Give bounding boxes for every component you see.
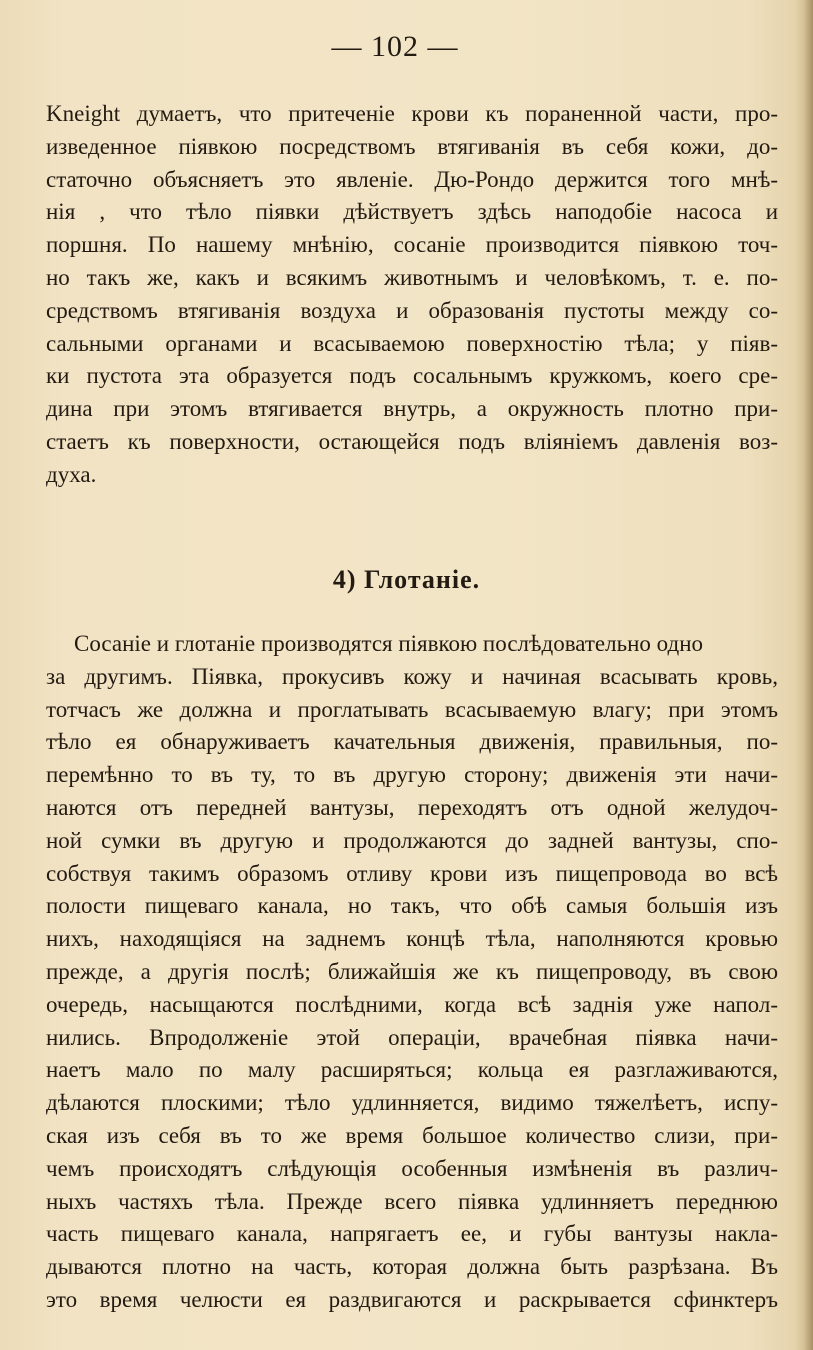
text-line: нились. Впродолженіе этой операціи, врачебная піявка начи-	[46, 1024, 778, 1050]
text-line: очередь, насыщаются послѣдними, когда всѣ заднія уже напол-	[46, 991, 778, 1017]
text-line: тотчасъ же должна и проглатывать всасываемую влагу; при этомъ	[46, 696, 778, 722]
text-line: за другимъ. Піявка, прокусивъ кожу и начиная всасывать кровь,	[46, 663, 778, 689]
text-line: полости пищеваго канала, но такъ, что обѣ самыя большія изъ	[46, 893, 778, 919]
text-line: дина при этомъ втягивается внутрь, а окружность плотно при-	[46, 396, 778, 422]
text-line: нія , что тѣло піявки дѣйствуетъ здѣсь наподобіе насоса и	[46, 199, 778, 225]
text-line: наетъ мало по малу расширяться; кольца ея разглаживаются,	[46, 1057, 778, 1083]
text-line: это время челюсти ея раздвигаются и раскрывается сфинктеръ	[46, 1286, 778, 1312]
text-line: чемъ происходятъ слѣдующія особенныя измѣненія въ различ-	[46, 1155, 778, 1181]
text-line: тѣло ея обнаруживаетъ качательныя движенія, правильныя, по-	[46, 729, 778, 755]
text-line: дываются плотно на часть, которая должна быть разрѣзана. Въ	[46, 1254, 778, 1280]
text-line: изведенное піявкою посредствомъ втягиванія въ себя кожи, до-	[46, 133, 778, 159]
text-line: духа.	[46, 461, 97, 487]
text-line: сальными органами и всасываемою поверхностію тѣла; у піяв-	[46, 330, 778, 356]
text-line: ной сумки въ другую и продолжаются до задней вантузы, спо-	[46, 827, 778, 853]
text-line: нихъ, находящіяся на заднемъ концѣ тѣла, наполняются кровью	[46, 926, 778, 952]
text-line: часть пищеваго канала, напрягаетъ ее, и губы вантузы накла-	[46, 1221, 778, 1247]
section-heading: 4) Глотаніе.	[332, 565, 481, 594]
text-line: стаетъ къ поверхности, остающейся подъ вліяніемъ давленія воз-	[46, 428, 778, 454]
text-line: ская изъ себя въ то же время большое количество слизи, при-	[46, 1122, 778, 1148]
text-line: но такъ же, какъ и всякимъ животнымъ и человѣкомъ, т. е. по-	[46, 264, 778, 290]
text-line: статочно объясняетъ это явленіе. Дю-Рондо держится того мнѣ-	[46, 166, 778, 192]
text-line: собствуя такимъ образомъ отливу крови изъ пищепровода во всѣ	[46, 860, 778, 886]
text-line: средствомъ втягиванія воздуха и образованія пустоты между со-	[46, 297, 778, 323]
text-line: дѣлаются плоскими; тѣло удлинняется, видимо тяжелѣетъ, испу-	[46, 1090, 778, 1116]
text-line: Сосаніе и глотаніе производятся піявкою послѣдовательно одно	[74, 631, 703, 656]
paragraph-1	[46, 98, 778, 492]
text-line: ки пустота эта образуется подъ сосальнымъ кружкомъ, коего сре-	[46, 363, 778, 389]
text-line: ныхъ частяхъ тѣла. Прежде всего піявка удлинняетъ переднюю	[46, 1188, 778, 1214]
text-line: поршня. По нашему мнѣнію, сосаніе производится піявкою точ-	[46, 232, 778, 258]
text-line: прежде, а другія послѣ; ближайшія же къ пищепроводу, въ свою	[46, 958, 778, 984]
paragraph-2	[46, 628, 778, 1317]
text-line: перемѣнно то въ ту, то въ другую сторону; движенія эти начи-	[46, 762, 778, 788]
text-line: наются отъ передней вантузы, переходятъ отъ одной желудоч-	[46, 794, 778, 820]
page-edge-shadow	[795, 0, 813, 1350]
page-number: — 102 —	[331, 30, 459, 63]
text-line: Knеight думаетъ, что притеченіе крови къ пораненной части, про-	[46, 101, 778, 126]
